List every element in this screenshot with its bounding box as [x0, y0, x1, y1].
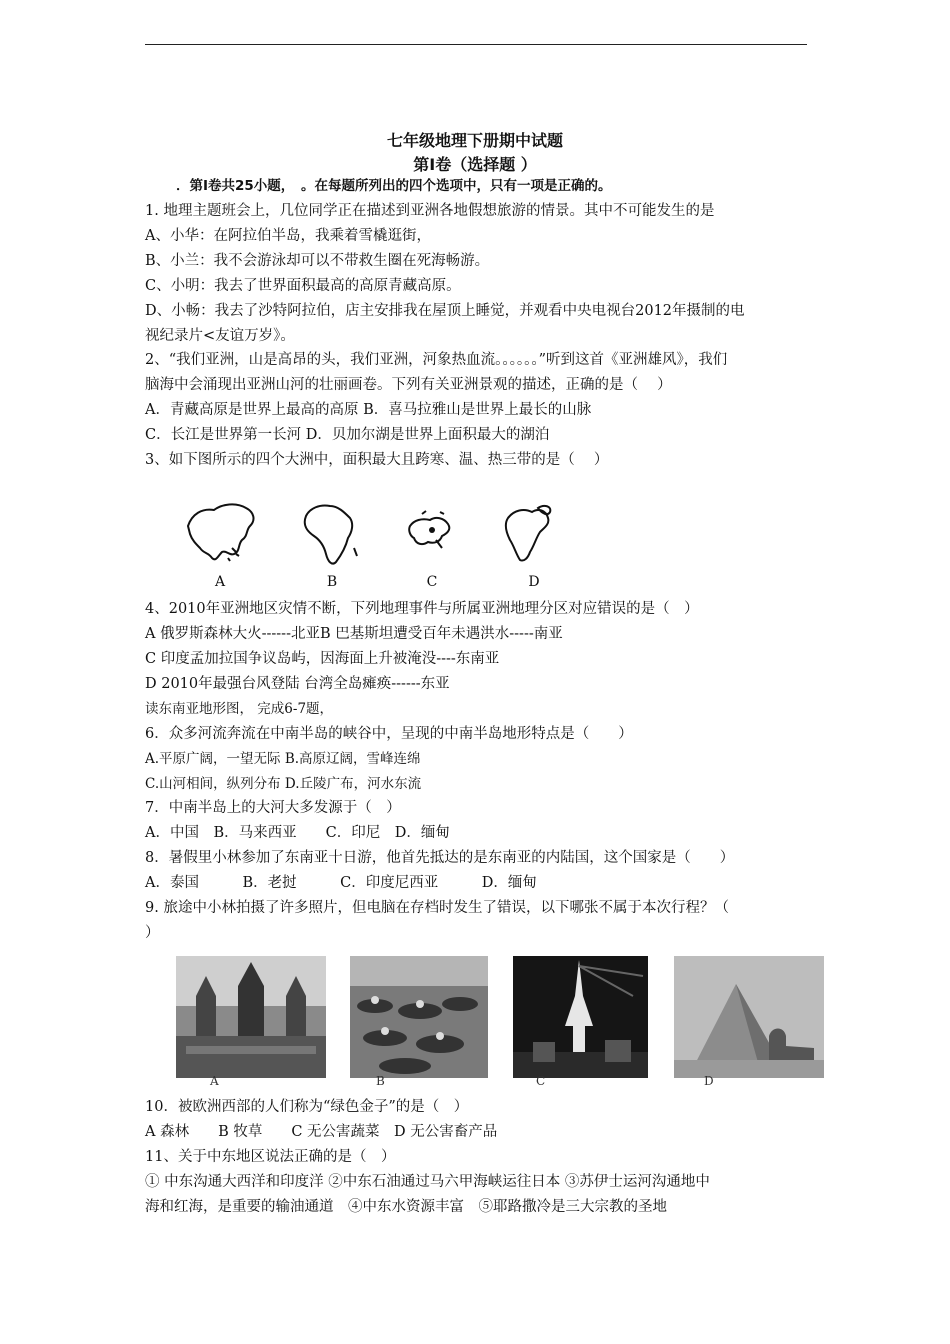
reading-instruction: 读东南亚地形图， 完成6-7题，: [145, 701, 334, 717]
q9-stem: 9. 旅途中小林拍摄了许多照片，但电脑在存档时发生了错误，以下哪张不属于本次行程？（: [145, 900, 729, 916]
photo-b-floating-market: [350, 956, 488, 1078]
photo-label-b: B: [376, 1074, 385, 1088]
q1-option-c: C、小明：我去了世界面积最高的高原青藏高原。: [145, 278, 461, 294]
q1-option-d: D、小畅：我去了沙特阿拉伯，店主安排我在屋顶上睡觉，并观看中央电视台2012年摄制的电: [145, 303, 745, 319]
q8-options: A．泰国 B．老挝 C．印度尼西亚 D．缅甸: [145, 875, 537, 891]
continent-map-c: [392, 496, 472, 596]
q4-option-c: C 印度孟加拉国争议岛屿，因海面上升被淹没----东南亚: [145, 651, 500, 667]
q4-options-ab: A 俄罗斯森林大火------北亚B 巴基斯坦遭受百年未遇洪水-----南亚: [145, 626, 563, 642]
map-label-b: B: [326, 574, 338, 590]
photo-label-a: A: [210, 1074, 219, 1088]
map-label-c: C: [426, 574, 438, 590]
continent-outline-figure: [180, 496, 560, 596]
q7-options: A．中国 B．马来西亚 C．印尼 D．缅甸: [145, 825, 450, 841]
q2-stem: 2、“我们亚洲，山是高昂的头，我们亚洲，河象热血流。。。。。。”听到这首《亚洲雄风》，我们: [145, 352, 728, 368]
q1-option-b: B、小兰：我不会游泳却可以不带救生圈在死海畅游。: [145, 253, 490, 269]
q1-stem: 1. 地理主题班会上，几位同学正在描述到亚洲各地假想旅游的情景。其中不可能发生的是: [145, 203, 715, 219]
q6-options-cd: C.山河相间，纵列分布 D.丘陵广布，河水东流: [145, 776, 422, 792]
q11-statements: ① 中东沟通大西洋和印度洋 ②中东石油通过马六甲海峡运往日本 ③苏伊士运河沟通地中: [145, 1174, 710, 1190]
photo-label-d: D: [704, 1074, 714, 1088]
q9-stem-cont: ）: [145, 925, 160, 941]
section-title: 第Ⅰ卷（选择题 ）: [413, 155, 537, 174]
q11-stem: 11、关于中东地区说法正确的是（ ）: [145, 1149, 396, 1165]
map-label-a: A: [214, 574, 226, 590]
q10-stem: 10．被欧洲西部的人们称为“绿色金子”的是（ ）: [145, 1099, 469, 1115]
exam-title: 七年级地理下册期中试题: [386, 131, 563, 150]
continent-map-a: [180, 496, 260, 596]
instruction: ．第Ⅰ卷共25小题， 。在每题所列出的四个选项中，只有一项是正确的。: [176, 178, 612, 194]
map-label-d: D: [528, 574, 540, 590]
photo-d-pyramid-sphinx: [674, 956, 824, 1078]
q6-options-ab: A.平原广阔，一望无际 B.高原辽阔，雪峰连绵: [145, 751, 421, 767]
q7-stem: 7．中南半岛上的大河大多发源于（ ）: [145, 800, 401, 816]
photo-a-temple: [176, 956, 326, 1078]
photo-c-pagoda: [513, 956, 648, 1078]
q2-options-cd: C．长江是世界第一长河 D．贝加尔湖是世界上面积最大的湖泊: [145, 427, 550, 443]
continent-map-b: [292, 496, 372, 596]
q2-stem-cont: 脑海中会涌现出亚洲山河的壮丽画卷。下列有关亚洲景观的描述，正确的是（ ）: [145, 377, 672, 393]
q11-statements-cont: 海和红海，是重要的输油通道 ④中东水资源丰富 ⑤耶路撒冷是三大宗教的圣地: [145, 1199, 667, 1215]
q1-option-a: A、小华：在阿拉伯半岛，我乘着雪橇逛街，: [145, 228, 431, 244]
q4-option-d: D 2010年最强台风登陆 台湾全岛瘫痪------东亚: [145, 676, 450, 692]
q1-option-d-cont: 视纪录片<友谊万岁》。: [145, 328, 295, 344]
q10-options: A 森林 B 牧草 C 无公害蔬菜 D 无公害畜产品: [145, 1124, 498, 1140]
q9-photo-row: [176, 956, 826, 1096]
q6-stem: 6．众多河流奔流在中南半岛的峡谷中，呈现的中南半岛地形特点是（ ）: [145, 726, 633, 742]
continent-map-d: [494, 496, 574, 596]
q4-stem: 4、2010年亚洲地区灾情不断，下列地理事件与所属亚洲地理分区对应错误的是（ ）: [145, 601, 699, 617]
q8-stem: 8．暑假里小林参加了东南亚十日游，他首先抵达的是东南亚的内陆国，这个国家是（ ）: [145, 850, 735, 866]
photo-label-c: C: [536, 1074, 546, 1088]
q3-stem: 3、如下图所示的四个大洲中，面积最大且跨寒、温、热三带的是（ ）: [145, 452, 609, 468]
q2-options-ab: A．青藏高原是世界上最高的高原 B．喜马拉雅山是世界上最长的山脉: [145, 402, 592, 418]
header-rule: [145, 44, 807, 45]
